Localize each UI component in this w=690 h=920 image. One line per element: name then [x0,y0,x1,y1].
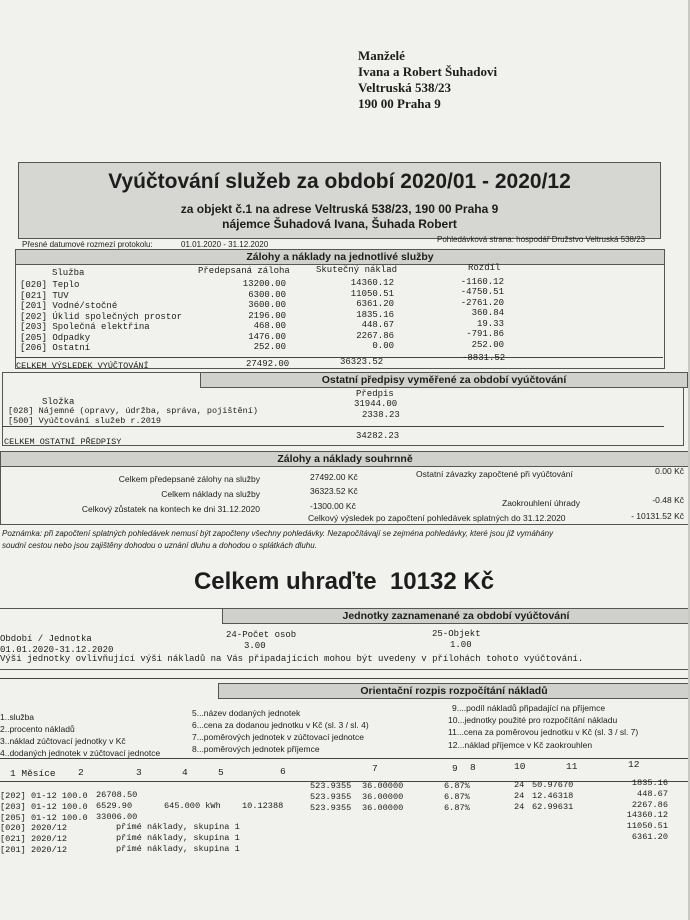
units-period-value: 01.01.2020-31.12.2020 [0,645,114,655]
divider [0,758,688,759]
total-to-pay-label: Celkem uhraďte [193,568,377,595]
breakdown-cell-cost: přímé náklady, skupina 1 [116,844,240,854]
service-name: [202] Úklid společných prostor [20,311,183,322]
breakdown-cell-unit-price: 10.12388 [242,800,284,811]
breakdown-cell-ratio-total: 523.9355 [310,791,352,802]
statement-title: Vyúčtování služeb za období 2020/01 - 2020/12 [108,170,571,193]
breakdown-column-header: 7 [372,763,378,774]
col-item-header: Složka [42,397,75,407]
service-actual: 1835.16 [356,309,394,320]
note-line-1: Poznámka: při započtení splatných pohledávek nemusí být započteny všechny pohledávky. Nezapočítávají se zejména pohledávky, které jsou již vymáhány [2,529,554,538]
breakdown-column-header: 12 [628,759,640,770]
breakdown-column-header: 10 [514,761,526,772]
breakdown-section-title: Orientační rozpis rozpočítání nákladů [218,683,688,699]
service-actual: 6361.20 [356,299,394,309]
legend-10: 10...jednotky použité pro rozpočítání nákladu [448,715,618,725]
address-line-3: Veltruská 538/23 [358,80,452,95]
breakdown-cell-share: 6.87% [444,791,470,802]
breakdown-column-header: 1 Měsíce [10,768,56,779]
breakdown-cell-units-used: 24 [514,801,525,812]
summary-result-label: Celkový výsledek po započtení pohledávek splatných do 31.12.2020 [308,513,566,523]
address-line-2: Ivana a Robert Šuhadovi [358,64,498,79]
breakdown-cell-ratio-price: 12.46318 [532,790,574,801]
legend-1: 1..služba [0,712,35,722]
service-actual: 448.67 [361,320,394,330]
service-advance: 252.00 [253,342,286,352]
breakdown-column-header: 3 [136,767,142,778]
breakdown-column-header: 4 [182,767,188,778]
breakdown-cell-service: [202] 01-12 100.0 [0,791,88,801]
breakdown-cell-service: [205] 01-12 100.0 [0,812,88,823]
recipient-address [358,48,497,112]
breakdown-column-header: 8 [470,762,476,773]
breakdown-cell-recipient-cost: 2267.86 [631,799,668,810]
service-name: [020] Teplo [20,280,80,290]
breakdown-cell-ratio-total: 523.9355 [310,781,352,791]
breakdown-column-header: 9 [452,763,458,774]
summary-other-value: 0.00 Kč [655,466,684,476]
breakdown-cell-ratio-recipient: 36.00000 [362,802,404,813]
summary-advance-label: Celkem předepsané zálohy na služby [118,474,260,484]
breakdown-cell-share: 6.87% [444,781,470,791]
breakdown-cell-service: [201] 2020/12 [0,845,68,855]
col-service-header: Služba [52,268,85,278]
service-advance: 6300.00 [248,289,286,300]
other-row-1-name: [028] Nájemné (opravy, údržba, správa, pojištění) [8,406,258,416]
service-diff: 252.00 [471,339,504,350]
creditor-info: Pohledávková strana: hospodář Družstvo Veltruská 538/23 [437,235,646,244]
other-total-label: CELKEM OSTATNÍ PŘEDPISY [4,437,122,447]
breakdown-cell-cost: 33006.00 [96,811,138,822]
units-col-period: Období / Jednotka [0,634,92,644]
legend-12: 12...náklad příjemce v Kč zaokrouhlen [448,740,593,750]
breakdown-cell-cost: 6529.90 [96,800,133,811]
service-name: [203] Společná elektřina [20,322,150,332]
summary-advance-value: 27492.00 Kč [310,472,358,482]
services-total-advance: 27492.00 [246,359,290,369]
summary-section-title: Zálohy a náklady souhrnně [0,451,688,467]
summary-balance-label: Celkový zůstatek na kontech ke dni 31.12.2020 [81,504,260,514]
breakdown-cell-cost: přímé náklady, skupina 1 [116,833,240,844]
breakdown-cell-cost: přímé náklady, skupina 1 [116,822,240,833]
statement-title-box [18,162,661,239]
breakdown-cell-recipient-cost: 11050.51 [626,821,668,832]
breakdown-cell-service: [203] 01-12 100.0 [0,801,88,812]
note-line-2: soudní cestou nebo jsou zajištěny dohodou o uznání dluhu a dohodou o splátkách dluhu. [2,541,317,550]
breakdown-column-header: 6 [280,766,286,777]
period-label: Přesné datumové rozmezí protokolu: [22,240,153,249]
total-to-pay-amount: 10132 Kč [389,568,495,595]
service-name: [205] Odpadky [20,332,91,343]
breakdown-cell-ratio-total: 523.9355 [310,802,352,813]
other-total-amount: 34282.23 [356,431,400,441]
units-object-value: 1.00 [450,640,472,650]
breakdown-column-header: 11 [566,761,578,772]
col-amount-header: Předpis [356,389,394,399]
legend-11: 11...cena za poměrovou jednotku v Kč (sl. 3 / sl. 7) [448,727,639,737]
summary-rounding-label: Zaokrouhlení úhrady [502,498,580,508]
service-advance: 2196.00 [248,310,286,321]
service-diff: -4750.51 [460,287,504,297]
summary-cost-value: 36323.52 Kč [310,486,358,496]
units-persons-value: 3.00 [244,641,266,651]
service-diff: 19.33 [476,318,504,329]
breakdown-cell-cost: 26708.50 [96,790,138,800]
breakdown-column-header: 2 [78,767,84,778]
services-total-diff: -8831.52 [462,353,506,363]
breakdown-cell-ratio-price: 62.99631 [532,801,574,812]
breakdown-cell-service: [021] 2020/12 [0,834,68,845]
units-col-object: 25-Objekt [432,629,481,639]
service-diff: -791.86 [466,329,504,339]
breakdown-cell-recipient-cost: 6361.20 [631,832,668,842]
legend-8: 8...poměrových jednotek příjemce [192,744,320,754]
other-section-title: Ostatní předpisy vyměřené za období vyúčtování [200,372,688,388]
services-total-actual: 36323.52 [340,357,384,367]
legend-6: 6...cena za dodanou jednotku v Kč (sl. 3 / sl. 4) [192,720,369,730]
breakdown-cell-ratio-recipient: 36.00000 [362,791,404,802]
period-value: 01.01.2020 - 31.12.2020 [181,240,269,249]
summary-rounding-value: -0.48 Kč [652,495,684,505]
service-diff: 360.84 [471,308,504,318]
other-row-2-amount: 2338.23 [362,410,400,420]
service-actual: 14360.12 [350,278,394,288]
other-row-1-amount: 31944.00 [354,399,398,409]
service-advance: 13200.00 [242,279,286,289]
units-col-persons: 24-Počet osob [226,630,297,640]
service-diff: -1160.12 [460,276,504,287]
other-row-2-name: [500] Vyúčtování služeb r.2019 [8,416,162,426]
legend-5: 5...název dodaných jednotek [192,708,301,718]
breakdown-column-header: 5 [218,767,224,778]
legend-9: 9....podíl nákladů připadající na příjemce [452,703,606,713]
units-section-title: Jednotky zaznamenané za období vyúčtování [222,608,688,624]
service-actual: 11050.51 [350,288,394,299]
tenant-name: nájemce Šuhadová Ivana, Šuhada Robert [222,217,457,231]
breakdown-cell-share: 6.87% [444,802,470,813]
legend-2: 2..procento nákladů [0,724,75,734]
legend-4: 4..dodaných jednotek v zúčtovací jednotce [0,748,161,758]
breakdown-cell-units-used: 24 [514,790,525,801]
breakdown-cell-service: [020] 2020/12 [0,823,68,834]
col-advance-header: Předepsaná záloha [198,266,290,276]
divider [2,426,664,427]
service-advance: 468.00 [253,321,286,331]
breakdown-cell-recipient-cost: 448.67 [637,788,668,799]
service-name: [201] Vodné/stočné [20,301,118,311]
service-diff: -2761.20 [460,297,504,308]
col-actual-header: Skutečný náklad [316,265,398,275]
service-name: [206] Ostatní [20,343,91,353]
service-actual: 0.00 [372,341,394,351]
breakdown-cell-recipient-cost: 1835.16 [631,778,668,788]
services-total-label: CELKEM VÝSLEDEK VYÚČTOVÁNÍ [16,361,149,371]
note-text [2,528,682,552]
summary-cost-label: Celkem náklady na služby [161,489,260,499]
units-remark: Výši jednotky ovlivňující výši nákladů na Vás připadajících mohou být uvedeny v přílohách tohoto vyúčtování. [0,654,584,664]
summary-other-label: Ostatní závazky započtené při vyúčtování [416,469,573,479]
divider [0,678,688,679]
summary-balance-value: -1300.00 Kč [310,501,356,511]
address-line-1: Manželé [358,48,405,63]
breakdown-cell-ratio-price: 50.97670 [532,780,574,790]
service-name: [021] TUV [20,290,69,301]
service-advance: 3600.00 [248,300,286,310]
total-to-pay [0,568,688,596]
breakdown-cell-ratio-recipient: 36.00000 [362,781,404,791]
address-line-4: 190 00 Praha 9 [358,96,441,111]
col-diff-header: Rozdíl [468,263,501,273]
service-actual: 2267.86 [356,330,394,341]
services-section-title: Zálohy a náklady na jednotlivé služby [15,249,665,265]
summary-result-value: - 10131.52 Kč [631,511,684,521]
breakdown-cell-units-used: 24 [514,780,525,790]
divider [15,357,663,358]
legend-3: 3..náklad zúčtovací jednotky v Kč [0,736,126,746]
legend-7: 7...poměrových jednotek v zúčtovací jednotce [192,732,364,742]
breakdown-cell-units: 645.000 kWh [164,800,221,811]
breakdown-cell-recipient-cost: 14360.12 [626,810,668,821]
service-advance: 1476.00 [248,331,286,342]
object-address: za objekt č.1 na adrese Veltruská 538/23, 190 00 Praha 9 [180,202,499,216]
